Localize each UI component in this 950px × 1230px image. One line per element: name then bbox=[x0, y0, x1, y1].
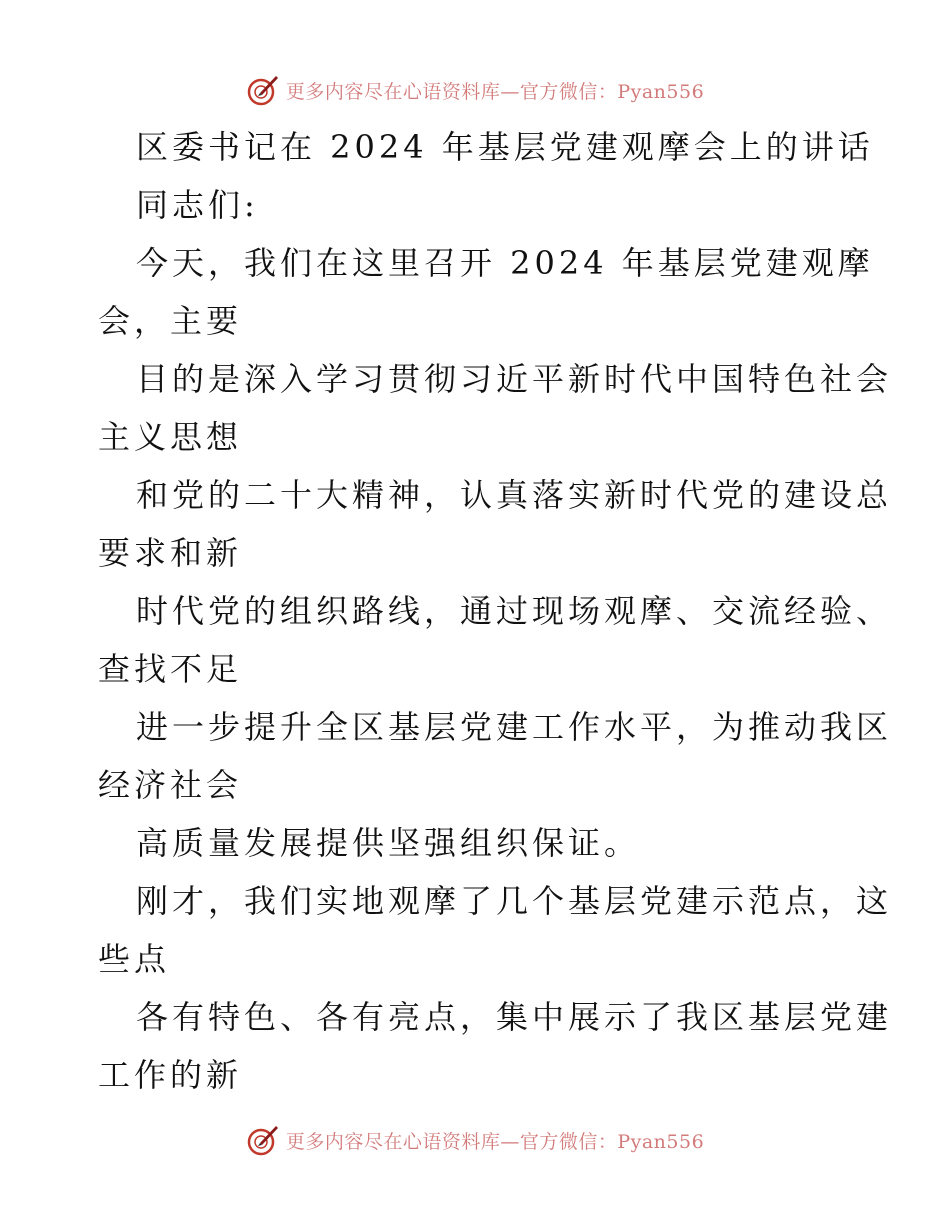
paragraph-line: 些点 bbox=[98, 940, 171, 978]
footer-watermark bbox=[0, 1120, 950, 1160]
document-title: 区委书记在 2024 年基层党建观摩会上的讲话 bbox=[136, 128, 874, 166]
header-watermark bbox=[0, 70, 950, 110]
paragraph-line: 今天，我们在这里召开 2024 年基层党建观摩 bbox=[136, 244, 874, 282]
paragraph-line: 目的是深入学习贯彻习近平新时代中国特色社会 bbox=[136, 360, 893, 398]
quill-pen-logo-icon bbox=[246, 73, 280, 107]
paragraph-line: 进一步提升全区基层党建工作水平，为推动我区 bbox=[136, 708, 893, 746]
quill-pen-logo-icon bbox=[246, 1123, 280, 1157]
salutation: 同志们: bbox=[136, 186, 259, 224]
paragraph-line: 会，主要 bbox=[98, 302, 243, 340]
paragraph-line: 各有特色、各有亮点，集中展示了我区基层党建 bbox=[136, 998, 893, 1036]
paragraph-line: 刚才，我们实地观摩了几个基层党建示范点，这 bbox=[136, 882, 893, 920]
paragraph-line: 高质量发展提供坚强组织保证。 bbox=[136, 824, 641, 862]
paragraph-line: 和党的二十大精神，认真落实新时代党的建设总 bbox=[136, 476, 893, 514]
document-body bbox=[98, 118, 893, 1104]
paragraph-line: 要求和新 bbox=[98, 534, 243, 572]
paragraph-line: 主义思想 bbox=[98, 418, 243, 456]
paragraph-line: 时代党的组织路线，通过现场观摩、交流经验、 bbox=[136, 592, 893, 630]
paragraph-line: 工作的新 bbox=[98, 1056, 243, 1094]
paragraph-line: 经济社会 bbox=[98, 766, 243, 804]
paragraph-line: 查找不足 bbox=[98, 650, 243, 688]
watermark-text: 更多内容尽在心语资料库—官方微信：Pyan556 bbox=[285, 1130, 705, 1153]
watermark-text: 更多内容尽在心语资料库—官方微信：Pyan556 bbox=[285, 80, 705, 103]
